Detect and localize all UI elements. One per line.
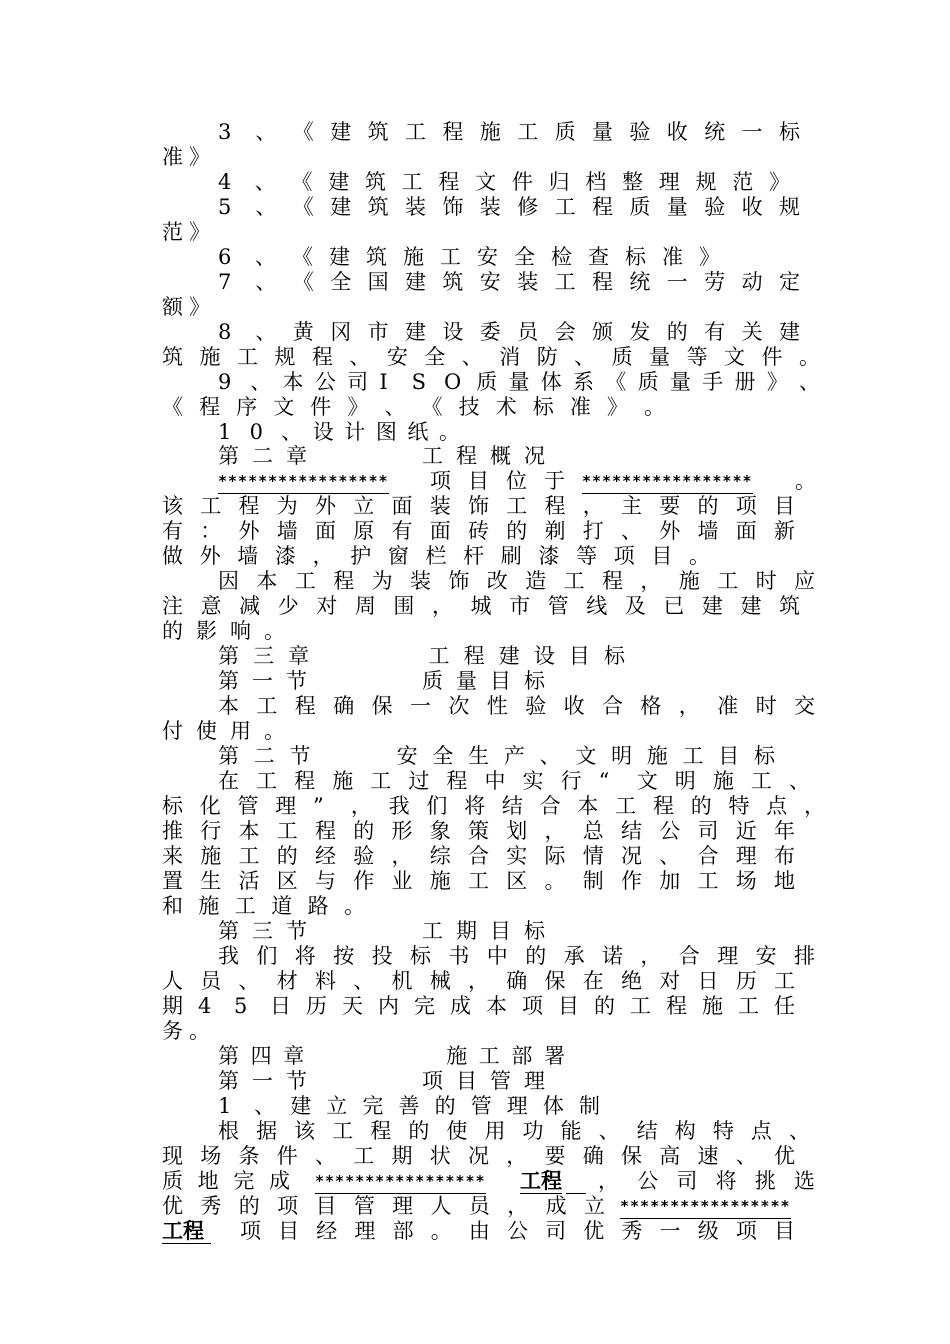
underline-spacer bbox=[566, 1169, 586, 1194]
masked-field: ***************** bbox=[582, 469, 753, 494]
masked-field: ***************** bbox=[218, 469, 389, 494]
underlined-term: 工程 bbox=[520, 1168, 562, 1193]
text-line: 。 bbox=[795, 469, 816, 493]
masked-field: ***************** bbox=[620, 1194, 791, 1219]
underlined-term: 工程 bbox=[162, 1218, 212, 1243]
masked-field: ***************** bbox=[315, 1169, 486, 1194]
document-page: 3 、 《 建 筑 工 程 施 工 质 量 验 收 统 一 标 准 》 4 、 《 建 筑 工 程 文 件 归 档 整 理 规 范 》 5 、 《 建 筑 装 饰 装 修 工 程 质 量 验 收 规 范 》 6 、 《 建 筑 施 工 安 全 检 查 标 准 》 7 、 《 全 国 建 筑 安 装 工 程 统 一 劳 动 定 额 》 8 、 黄 冈 市 建 设 委 员 会 颁 发 的 有 关 建 筑 施 工 规 程 、 安 全 、 消 防 、 质 量 等 文 件 。 9 、 本 公 司 I S O 质 量 体 系 《 质 量 手 册 》 、 《 程 序 文 件 》 、 《 技 术 标 准 》 。 1 0 、 设 计 图 纸 。 第 二 章 工 程 概 况 该 工 程 为 外 立 面 装 饰 工 程 ， 主 要 的 项 目 有 ： 外 墙 面 原 有 面 砖 的 剃 打 、 外 墙 面 新 做 外 墙 漆 ， 护 窗 栏 杆 刷 漆 等 项 目 。 因 本 工 程 为 装 饰 改 造 工 程 ， 施 工 时 应 注 意 减 少 对 周 围 ， 城 市 管 线 及 已 建 建 筑 的 影 响 。 第 三 章 工 程 建 设 目 标 第 一 节 质 量 目 标 本 工 程 确 保 一 次 性 验 收 合 格 ， 准 时 交 付 使 用 。 第 二 节 安 全 生 产 、 文 明 施 工 目 标 在 工 程 施 工 过 程 中 实 行 “ 文 明 施 工 、 标 化 管 理 ” ， 我 们 将 结 合 本 工 程 的 特 点 ， 推 行 本 工 程 的 形 象 策 划 ， 总 结 公 司 近 年 来 施 工 的 经 验 ， 综 合 实 际 情 况 、 合 理 布 置 生 活 区 与 作 业 施 工 区 。 制 作 加 工 场 地 和 施 工 道 路 。 第 三 节 工 期 目 标 我 们 将 按 投 标 书 中 的 承 诺 ， 合 理 安 排 人 员 、 材 料 、 机 械 ， 确 保 在 绝 对 日 历 工 期 4 5 日 历 天 内 完 成 本 项 目 的 工 程 施 工 任 务 。 第 四 章 施 工 部 署 第 一 节 项 目 管 理 1 、 建 立 完 善 的 管 理 体 制 根 据 该 工 程 的 使 用 功 能 、 结 构 特 点 、 现 场 条 件 、 工 期 状 况 ， 要 确 保 高 速 、 优 ***************** 项 目 位 于 ***************** 。 质 地 完 成 ***************** 工程 ， 公 司 将 挑 选 优 秀 的 项 目 管 理 人 员 ， 成 立 ***************** 工程 项 目 经 理 部 。 由 公 司 优 秀 一 级 项 目 bbox=[162, 120, 825, 1243]
